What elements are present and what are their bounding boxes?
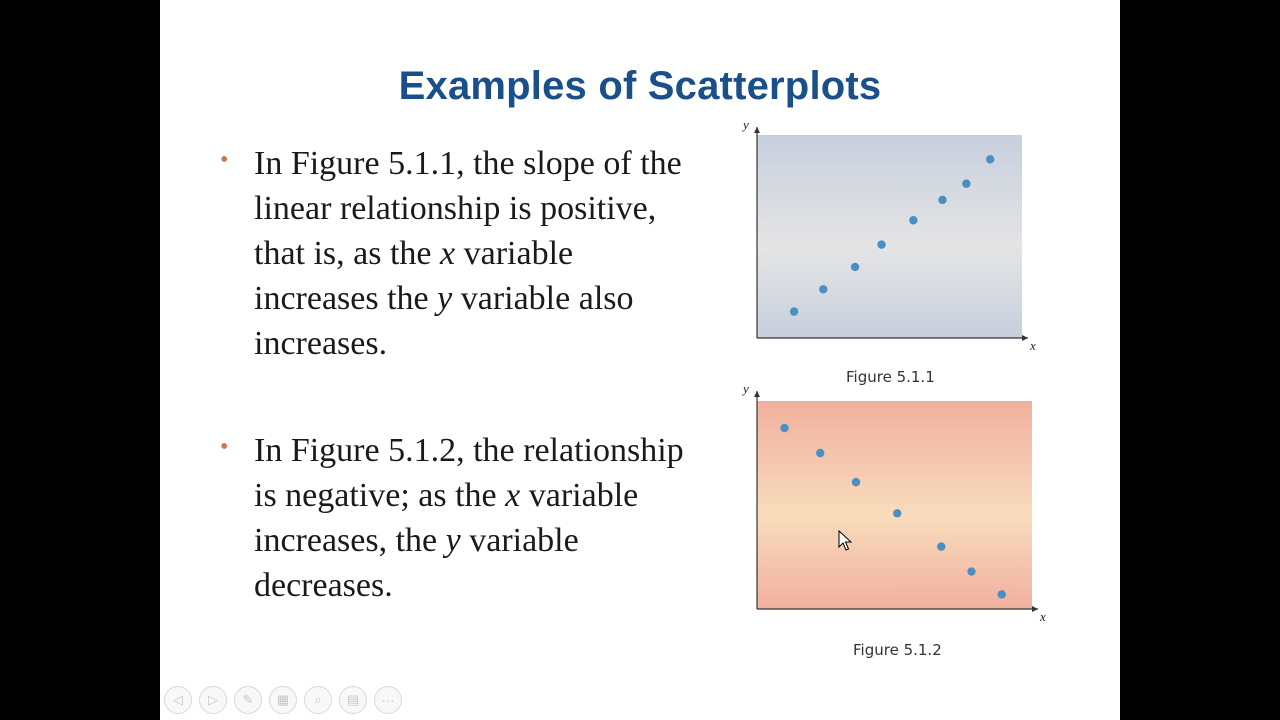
italic-variable: y	[445, 522, 461, 559]
magnifier-icon: ⌕	[314, 692, 322, 707]
y-axis-arrow-icon	[754, 391, 760, 397]
data-point	[819, 285, 827, 293]
scatterplot-negative	[740, 383, 1050, 633]
bullet-text-2	[254, 428, 684, 608]
figure-5-1-2	[740, 383, 1050, 633]
data-point	[816, 449, 824, 457]
data-point	[851, 263, 859, 271]
figure-caption-2: Figure 5.1.2	[853, 641, 942, 659]
subtitles-icon: ▤	[346, 692, 360, 707]
italic-variable: x	[505, 477, 521, 514]
figure-caption-1: Figure 5.1.1	[846, 368, 935, 386]
next-slide-button[interactable]	[199, 686, 227, 714]
data-point	[893, 509, 901, 517]
data-point	[780, 424, 788, 432]
mouse-cursor-icon	[838, 530, 852, 552]
data-point	[909, 216, 917, 224]
bullet-text-run: In Figure 5.1.1, the slope of the linear relationship is positive, that is, as the	[254, 145, 682, 272]
more-options-button[interactable]	[374, 686, 402, 714]
arrow-right-icon: ▷	[208, 692, 218, 707]
slides-grid-icon: ▦	[276, 692, 290, 707]
pen-tool-button[interactable]	[234, 686, 262, 714]
x-axis-label: x	[1030, 338, 1036, 353]
data-point	[937, 542, 945, 550]
data-point	[852, 478, 860, 486]
pen-icon: ✎	[242, 692, 254, 707]
data-point	[986, 155, 994, 163]
data-point	[967, 567, 975, 575]
x-axis-arrow-icon	[1032, 606, 1038, 612]
x-axis-label: x	[1040, 609, 1046, 624]
bullet-text-run: In Figure 5.1.2, the relationship is negative; as the	[254, 432, 684, 514]
bullet-dot-icon: •	[220, 434, 229, 460]
y-axis-label: y	[743, 381, 749, 396]
bullet-text-run: variable decreases.	[254, 522, 579, 604]
previous-slide-button[interactable]	[164, 686, 192, 714]
slide	[160, 0, 1120, 720]
bullet-text-1	[254, 141, 684, 366]
y-axis-label: y	[743, 117, 749, 132]
subtitles-button[interactable]	[339, 686, 367, 714]
bullet-dot-icon: •	[220, 147, 229, 173]
scatterplot-positive	[740, 117, 1040, 360]
data-point	[962, 180, 970, 188]
plot-area	[757, 135, 1022, 338]
arrow-left-icon: ◁	[173, 692, 183, 707]
x-axis-arrow-icon	[1022, 335, 1028, 341]
slideshow-toolbar	[164, 686, 402, 716]
data-point	[998, 590, 1006, 598]
plot-area	[757, 401, 1032, 609]
data-point	[790, 307, 798, 315]
see-all-slides-button[interactable]	[269, 686, 297, 714]
data-point	[877, 240, 885, 248]
figure-5-1-1	[740, 117, 1040, 360]
data-point	[938, 196, 946, 204]
italic-variable: y	[437, 280, 453, 317]
y-axis-arrow-icon	[754, 127, 760, 133]
bullet-text-run: variable increases, the	[254, 477, 639, 559]
more-icon: ···	[381, 692, 395, 708]
italic-variable: x	[440, 235, 456, 272]
slide-title: Examples of Scatterplots	[398, 64, 882, 108]
bullet-text-run: variable also increases.	[254, 280, 634, 362]
bullet-text-run: variable increases the	[254, 235, 574, 317]
zoom-button[interactable]	[304, 686, 332, 714]
